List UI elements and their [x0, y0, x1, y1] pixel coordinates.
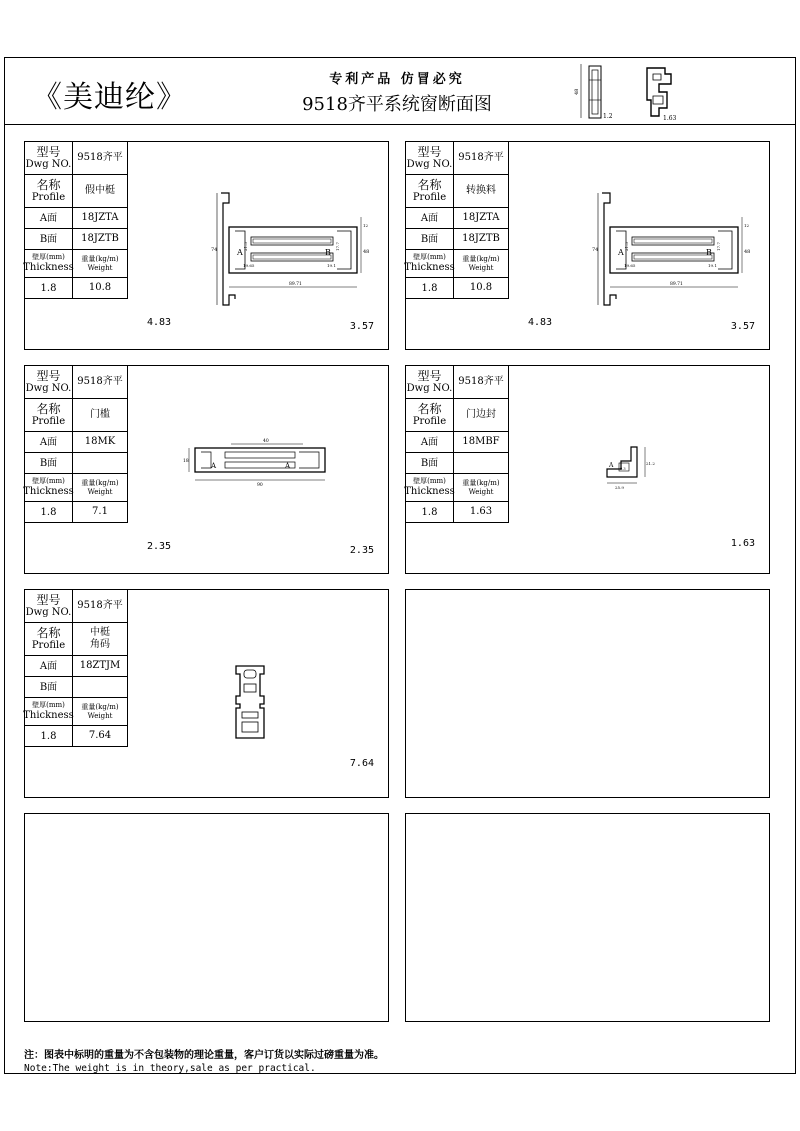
label-b-face: B面 — [406, 229, 454, 249]
label-weight-en: Weight — [468, 263, 494, 272]
profile-panel — [405, 365, 770, 574]
label-weight-en: Weight — [87, 711, 113, 720]
profile-drawing — [230, 662, 270, 742]
profile-name: 假中梃 — [85, 185, 115, 196]
label-thickness-en: Thickness — [23, 709, 74, 721]
face-a-mark: A — [237, 248, 243, 257]
label-thickness-cn: 壁厚(mm) — [32, 253, 65, 262]
weight-value: 1.63 — [469, 506, 493, 517]
weight-left-label: 2.35 — [147, 541, 172, 552]
header-divider — [4, 124, 796, 125]
a-face-code: 18MBF — [462, 436, 500, 447]
dim-l1: 19.65 — [624, 263, 636, 268]
weight-right-label: 1.63 — [730, 538, 755, 549]
a-face-code: 18MK — [84, 436, 116, 447]
label-profile: Profile — [412, 192, 447, 204]
label-b-face: B面 — [25, 677, 73, 697]
profile-drawing — [601, 441, 671, 491]
weight-right-label: 3.57 — [730, 321, 755, 332]
label-profile: Profile — [31, 416, 66, 428]
label-weight-en: Weight — [87, 487, 113, 496]
weight-left-label: 4.83 — [528, 317, 553, 328]
face-b-mark: B — [706, 248, 712, 257]
label-thickness-cn: 壁厚(mm) — [413, 253, 446, 262]
empty-panel-1 — [405, 589, 770, 798]
dim-h2: 48 — [363, 249, 370, 255]
label-thickness-cn: 壁厚(mm) — [413, 477, 446, 486]
dim-w2: 90 — [257, 483, 263, 488]
thickness-value: 1.8 — [25, 726, 73, 746]
dim-l1: 19.65 — [243, 263, 255, 268]
label-thickness-cn: 壁厚(mm) — [32, 477, 65, 486]
weight-value: 7.64 — [88, 730, 112, 741]
dim-h1: 18 — [183, 459, 189, 464]
face-a-mark-right: A — [285, 462, 291, 470]
spec-table — [25, 590, 128, 747]
weight-value: 10.8 — [88, 282, 112, 293]
weight-right-label: 2.35 — [349, 545, 374, 556]
face-b-mark: B — [325, 248, 331, 257]
empty-panel-2 — [24, 813, 389, 1022]
thickness-value: 1.8 — [406, 278, 454, 298]
dim-h5: 12 — [363, 223, 369, 228]
b-face-code — [73, 677, 127, 697]
label-profile: Profile — [412, 416, 447, 428]
dim-l3: 89.71 — [670, 282, 683, 287]
profile-panel — [24, 589, 389, 798]
label-name: 名称 — [36, 177, 61, 192]
profile-panel — [24, 365, 389, 574]
b-face-code — [454, 453, 508, 473]
dim-h5: 12 — [744, 223, 750, 228]
dim-w1: 40 — [263, 439, 269, 444]
thickness-value: 1.8 — [25, 502, 73, 522]
label-a-face: A面 — [25, 208, 73, 228]
dim-h1: 74 — [592, 247, 599, 253]
label-name: 名称 — [417, 177, 442, 192]
label-a-face: A面 — [25, 432, 73, 452]
dim-h4: 17.7 — [716, 242, 721, 251]
header-profile-figure — [575, 60, 695, 122]
dim-h1: 74 — [211, 247, 218, 253]
dim-w1: 25.9 — [615, 485, 624, 490]
label-b-face: B面 — [25, 229, 73, 249]
profile-name: 转换料 — [466, 185, 496, 196]
dim-h3: 21.3 — [624, 242, 629, 251]
profile-panel — [24, 141, 389, 350]
b-face-code — [73, 453, 127, 473]
page-title: 9518齐平系统窗断面图 — [302, 94, 492, 115]
note-chinese: 注：图表中标明的重量为不含包装物的理论重量，客户订货以实际过磅重量为准。 — [24, 1050, 384, 1061]
dim-l2: 19.1 — [708, 263, 717, 268]
label-thickness-en: Thickness — [404, 261, 455, 273]
face-a-mark: A — [609, 462, 614, 469]
label-weight-en: Weight — [87, 263, 113, 272]
empty-panel-3 — [405, 813, 770, 1022]
label-thickness-en: Thickness — [404, 485, 455, 497]
face-a-mark-left: A — [211, 462, 217, 470]
label-dwg: Dwg NO. — [406, 159, 453, 171]
b-face-code: 18JZTB — [81, 233, 119, 244]
label-a-face: A面 — [406, 432, 454, 452]
label-model: 型号 — [36, 592, 61, 607]
header-dim-b: 1.2 — [603, 113, 613, 120]
header-dim-a: 48 — [574, 88, 580, 95]
header-dim-c: 1.63 — [663, 115, 677, 122]
a-face-code: 18ZTJM — [79, 660, 121, 671]
profile-name: 门槛 — [90, 409, 110, 420]
profile-drawing — [205, 187, 375, 312]
label-b-face: B面 — [25, 453, 73, 473]
label-name: 名称 — [417, 401, 442, 416]
profile-drawing — [175, 436, 345, 491]
spec-table — [406, 366, 509, 523]
dwg-number: 9518齐平 — [77, 600, 123, 611]
label-model: 型号 — [417, 144, 442, 159]
dim-h2: 21.2 — [646, 461, 655, 466]
dwg-number: 9518齐平 — [458, 152, 504, 163]
label-name: 名称 — [36, 401, 61, 416]
brand-logo-text: 《美迪纶》 — [32, 80, 187, 115]
label-weight-en: Weight — [468, 487, 494, 496]
dim-l3: 89.71 — [289, 282, 302, 287]
label-weight-cn: 重量(kg/m) — [81, 255, 119, 264]
label-dwg: Dwg NO. — [25, 607, 72, 619]
spec-table — [25, 142, 128, 299]
dim-l2: 19.1 — [327, 263, 336, 268]
note-english: Note:The weight is in theory,sale as per practical. — [24, 1063, 316, 1074]
label-profile: Profile — [31, 640, 66, 652]
label-model: 型号 — [36, 144, 61, 159]
label-thickness-en: Thickness — [23, 485, 74, 497]
profile-drawing — [586, 187, 756, 312]
label-a-face: A面 — [25, 656, 73, 676]
a-face-code: 18JZTA — [462, 212, 500, 223]
profile-name: 中梃 角码 — [90, 627, 110, 650]
thickness-value: 1.8 — [25, 278, 73, 298]
face-a-mark: A — [618, 248, 624, 257]
dim-h3: 21.3 — [243, 242, 248, 251]
label-name: 名称 — [36, 625, 61, 640]
label-b-face: B面 — [406, 453, 454, 473]
label-dwg: Dwg NO. — [406, 383, 453, 395]
spec-table — [25, 366, 128, 523]
profile-name: 门边封 — [466, 409, 496, 420]
dim-h1: 9.3 — [620, 467, 626, 471]
weight-value: 7.1 — [92, 506, 108, 517]
slogan: 专利产品 仿冒必究 — [329, 72, 465, 87]
weight-right-label: 3.57 — [349, 321, 374, 332]
weight-value: 10.8 — [469, 282, 493, 293]
label-dwg: Dwg NO. — [25, 383, 72, 395]
label-a-face: A面 — [406, 208, 454, 228]
dim-h2: 48 — [744, 249, 751, 255]
dim-h4: 17.7 — [335, 242, 340, 251]
label-weight-cn: 重量(kg/m) — [462, 255, 500, 264]
label-thickness-en: Thickness — [23, 261, 74, 273]
weight-left-label: 4.83 — [147, 317, 172, 328]
label-thickness-cn: 壁厚(mm) — [32, 701, 65, 710]
label-weight-cn: 重量(kg/m) — [462, 479, 500, 488]
label-dwg: Dwg NO. — [25, 159, 72, 171]
dwg-number: 9518齐平 — [77, 152, 123, 163]
label-profile: Profile — [31, 192, 66, 204]
a-face-code: 18JZTA — [81, 212, 119, 223]
label-model: 型号 — [417, 368, 442, 383]
weight-right-label: 7.64 — [349, 758, 374, 769]
dwg-number: 9518齐平 — [458, 376, 504, 387]
b-face-code: 18JZTB — [462, 233, 500, 244]
spec-table — [406, 142, 509, 299]
thickness-value: 1.8 — [406, 502, 454, 522]
label-model: 型号 — [36, 368, 61, 383]
dwg-number: 9518齐平 — [77, 376, 123, 387]
profile-panel — [405, 141, 770, 350]
label-weight-cn: 重量(kg/m) — [81, 703, 119, 712]
label-weight-cn: 重量(kg/m) — [81, 479, 119, 488]
